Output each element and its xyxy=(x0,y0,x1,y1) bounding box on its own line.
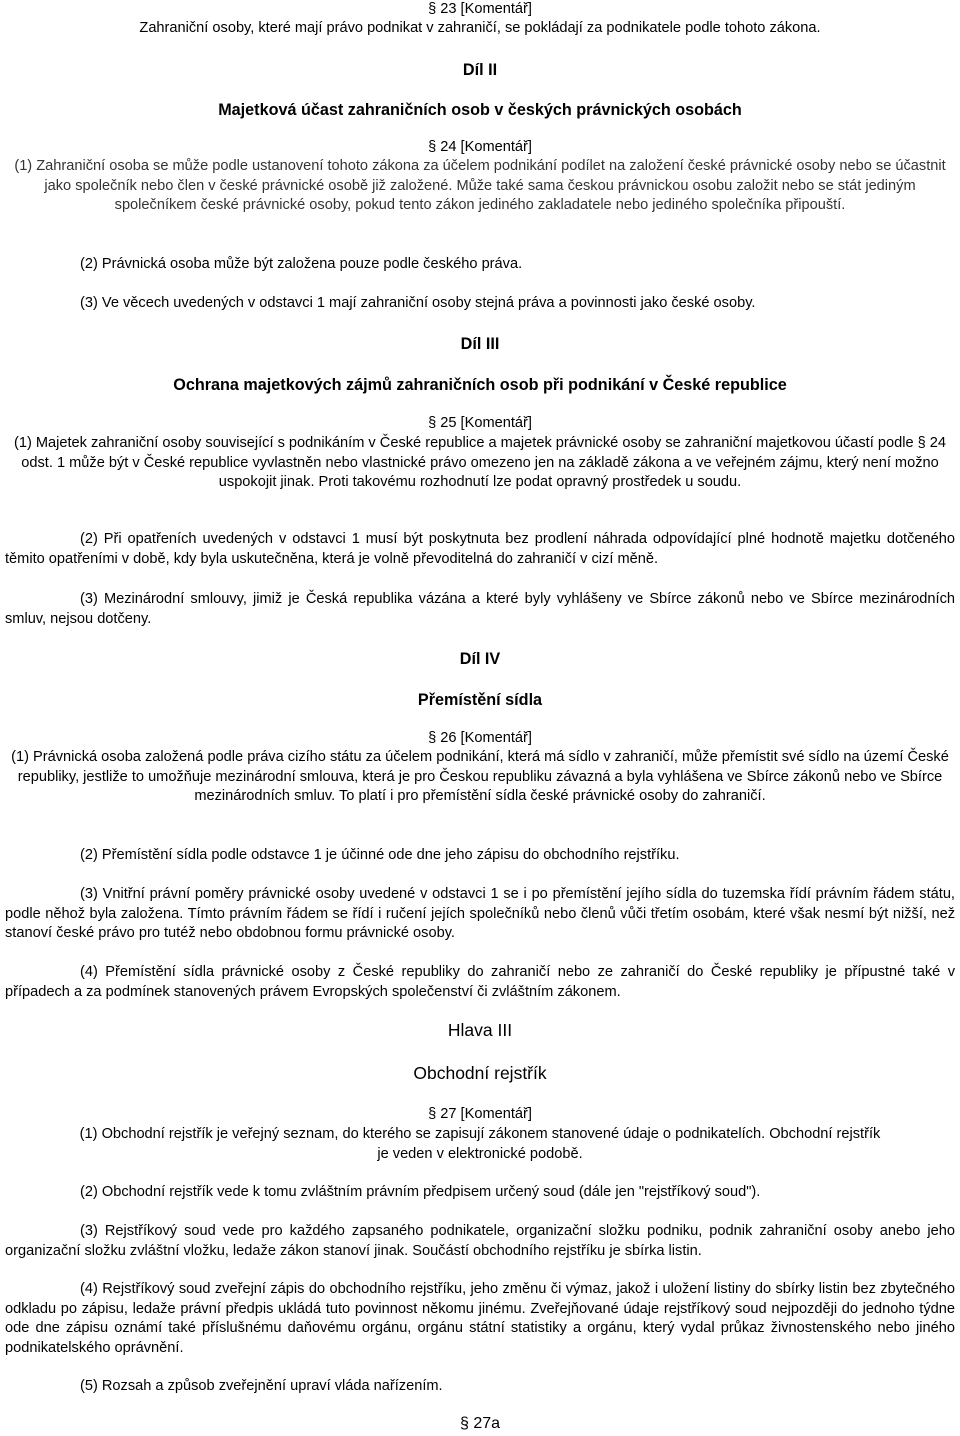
part-3-subtitle: Ochrana majetkových zájmů zahraničních osob při podnikání v České republice xyxy=(173,376,787,394)
part-4-subtitle: Přemístění sídla xyxy=(417,691,543,709)
section-26-paragraph-4: (4) Přemístění sídla právnické osoby z České republiky do zahraničí nebo ze zahraničí do České republiky je přípustné také v případech a za podmínek stanovených právem Evropských společenství či zvláštním zákonem. xyxy=(5,964,955,1000)
section-25-heading[interactable]: § 25 [Komentář] xyxy=(428,415,532,431)
section-24-heading[interactable]: § 24 [Komentář] xyxy=(428,139,532,155)
section-26-paragraph-3: (3) Vnitřní právní poměry právnické osoby uvedené v odstavci 1 se i po přemístění jejího sídla do tuzemska řídí právním řádem státu, podle něhož byla založena. Tímto právním řádem se řídí i ručení jejích společníků nebo členů vůči třetím osobám, které však nesmí být nižší, než stanoví české právo pro tutéž nebo obdobnou formu právnické osoby. xyxy=(5,886,955,941)
part-4-title: Díl IV xyxy=(459,650,501,668)
chapter-3-title: Hlava III xyxy=(447,1020,513,1040)
section-24-paragraph-3: (3) Ve věcech uvedených v odstavci 1 mají zahraniční osoby stejná práva a povinnosti jako české osoby. xyxy=(80,295,756,311)
section-27a-heading[interactable]: § 27a xyxy=(459,1415,501,1432)
section-26-paragraph-1: (1) Právnická osoba založená podle práva cizího státu za účelem podnikání, která má sídlo v zahraničí, může přemístit své sídlo na území České republiky, jestliže to umožňuje mezinárodní smlouva, která je pro Českou republiku závazná a byla vyhlášena ve Sbírce zákonů nebo ve Sbírce mezinárodních smluv. To platí i pro přemístění sídla české právnické osoby do zahraničí. xyxy=(11,749,949,804)
section-24-paragraph-1: (1) Zahraniční osoba se může podle ustanovení tohoto zákona za účelem podnikání podílet na založení české právnické osoby nebo se účastnit jako společník nebo člen v české právnické osobě již založené. Může také sama českou právnickou osobu založit nebo se stát jediným společníkem české právnické osoby, pokud tento zákon jediného zakladatele nebo jediného společníka připouští. xyxy=(14,158,946,213)
section-27-heading[interactable]: § 27 [Komentář] xyxy=(428,1106,532,1122)
section-27-paragraph-1: (1) Obchodní rejstřík je veřejný seznam, do kterého se zapisují zákonem stanovené údaje o podnikatelích. Obchodní rejstřík je veden v elektronické podobě. xyxy=(79,1126,881,1162)
section-27-paragraph-2: (2) Obchodní rejstřík vede k tomu zvláštním právním předpisem určený soud (dále jen "rejstříkový soud"). xyxy=(80,1184,761,1200)
part-3-title: Díl III xyxy=(460,335,500,353)
section-25-paragraph-1: (1) Majetek zahraniční osoby související s podnikáním v České republice a majetek právnické osoby se zahraniční majetkovou účastí podle § 24 odst. 1 může být v České republice vyvlastněn nebo vlastnické právo omezeno jen na základě zákona a ve veřejném zájmu, který není možno uspokojit jinak. Proti takovému rozhodnutí lze podat opravný prostředek u soudu. xyxy=(13,435,947,490)
section-27-paragraph-5: (5) Rozsah a způsob zveřejnění upraví vláda nařízením. xyxy=(80,1378,443,1394)
section-27-paragraph-3: (3) Rejstříkový soud vede pro každého zapsaného podnikatele, organizační složku podniku, podnik zahraniční osoby anebo jeho organizační složku zvláštní vložku, ledaže zákon stanoví jinak. Součástí obchodního rejstříku je sbírka listin. xyxy=(5,1223,955,1259)
section-24-paragraph-2: (2) Právnická osoba může být založena pouze podle českého práva. xyxy=(80,256,523,272)
part-2-subtitle: Majetková účast zahraničních osob v českých právnických osobách xyxy=(218,101,742,119)
section-23-heading[interactable]: § 23 [Komentář] xyxy=(428,1,532,17)
part-2-title: Díl II xyxy=(462,61,498,79)
section-25-paragraph-2: (2) Při opatřeních uvedených v odstavci 1 musí být poskytnuta bez prodlení náhrada odpovídající plné hodnotě majetku dotčeného těmito opatřeními v době, kdy byla uskutečněna, která je volně převoditelná do zahraničí v cizí měně. xyxy=(5,531,955,567)
chapter-3-subtitle: Obchodní rejstřík xyxy=(413,1063,547,1083)
section-26-paragraph-2: (2) Přemístění sídla podle odstavce 1 je účinné ode dne jeho zápisu do obchodního rejstříku. xyxy=(80,847,680,863)
section-25-paragraph-3: (3) Mezinárodní smlouvy, jimiž je Česká republika vázána a které byly vyhlášeny ve Sbírce zákonů nebo ve Sbírce mezinárodních smluv, nejsou dotčeny. xyxy=(5,591,955,627)
section-27-paragraph-4: (4) Rejstříkový soud zveřejní zápis do obchodního rejstříku, jeho změnu či výmaz, jakož i uložení listiny do sbírky listin bez zbytečného odkladu po zápisu, ledaže právní předpis ukládá tuto povinnost někomu jinému. Zveřejňované údaje rejstříkový soud nejpozději do jednoho týdne ode dne zápisu oznámí také příslušnému daňovému orgánu, orgánu státní statistiky a orgánu, který vydal průkaz živnostenského nebo jiného podnikatelského oprávnění. xyxy=(5,1281,955,1356)
section-23-text: Zahraniční osoby, které mají právo podnikat v zahraničí, se pokládají za podnikatele podle tohoto zákona. xyxy=(139,20,821,36)
section-26-heading[interactable]: § 26 [Komentář] xyxy=(428,730,532,746)
